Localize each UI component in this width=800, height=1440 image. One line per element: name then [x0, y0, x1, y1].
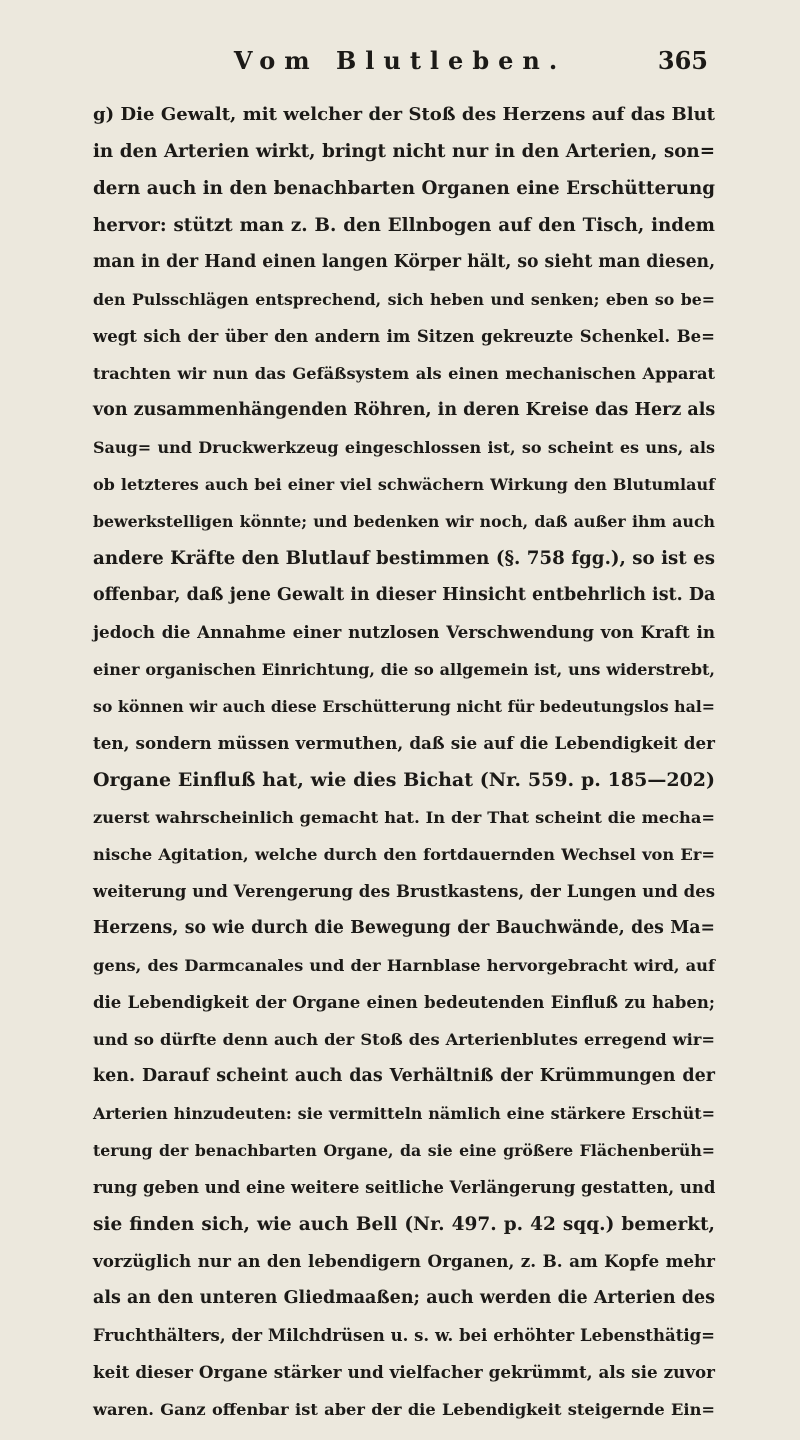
text-line: nische Agitation, welche durch den fortdauernden Wechsel von Er= [93, 845, 715, 864]
text-line: rung geben und eine weitere seitliche Verlängerung gestatten, und [93, 1178, 716, 1197]
text-line: den Pulsschlägen entsprechend, sich heben und senken; eben so be= [93, 290, 715, 309]
body-text [93, 96, 715, 1428]
text-line: Herzens, so wie durch die Bewegung der Bauchwände, des Ma= [93, 918, 715, 938]
text-line: dern auch in den benachbarten Organen eine Erschütterung [93, 178, 715, 199]
text-line: Saug= und Druckwerkzeug eingeschlossen ist, so scheint es uns, als [93, 438, 715, 457]
text-line: waren. Ganz offenbar ist aber der die Lebendigkeit steigernde Ein= [93, 1400, 715, 1419]
text-line: in den Arterien wirkt, bringt nicht nur in den Arterien, son= [93, 141, 715, 162]
text-line: einer organischen Einrichtung, die so allgemein ist, uns widerstrebt, [93, 660, 715, 679]
text-line: ken. Darauf scheint auch das Verhältniß der Krümmungen der [93, 1066, 715, 1086]
text-line: man in der Hand einen langen Körper hält, so sieht man diesen, [93, 252, 716, 272]
text-line: terung der benachbarten Organe, da sie eine größere Flächenberüh= [93, 1141, 715, 1160]
text-line: hervor: stützt man z. B. den Ellnbogen auf den Tisch, indem [93, 215, 715, 236]
text-line: so können wir auch diese Erschütterung nicht für bedeutungslos hal= [93, 697, 715, 716]
text-line: zuerst wahrscheinlich gemacht hat. In der That scheint die mecha= [93, 808, 715, 827]
text-line: die Lebendigkeit der Organe einen bedeutenden Einfluß zu haben; [93, 993, 715, 1012]
text-line: bewerkstelligen könnte; und bedenken wir noch, daß außer ihm auch [93, 512, 715, 531]
page-header [0, 42, 800, 82]
running-title: Vom Blutleben. [233, 46, 567, 75]
text-line: Arterien hinzudeuten: sie vermitteln nämlich eine stärkere Erschüt= [93, 1104, 715, 1123]
text-line: Organe Einfluß hat, wie dies Bichat (Nr. 559. p. 185—202) [93, 769, 715, 791]
text-line: offenbar, daß jene Gewalt in dieser Hinsicht entbehrlich ist. Da [93, 585, 716, 605]
text-line: von zusammenhängenden Röhren, in deren Kreise das Herz als [93, 400, 716, 420]
text-line: und so dürfte denn auch der Stoß des Arterienblutes erregend wir= [93, 1030, 715, 1049]
text-line: trachten wir nun das Gefäßsystem als einen mechanischen Apparat [93, 364, 715, 383]
text-line: keit dieser Organe stärker und vielfacher gekrümmt, als sie zuvor [93, 1362, 715, 1382]
text-line: g) Die Gewalt, mit welcher der Stoß des Herzens auf das Blut [93, 104, 715, 125]
text-line: jedoch die Annahme einer nutzlosen Verschwendung von Kraft in [93, 622, 715, 642]
text-line: ten, sondern müssen vermuthen, daß sie auf die Lebendigkeit der [93, 733, 715, 753]
text-line: andere Kräfte den Blutlauf bestimmen (§. 758 fgg.), so ist es [93, 548, 715, 569]
text-line: sie finden sich, wie auch Bell (Nr. 497. p. 42 sqq.) bemerkt, [93, 1214, 715, 1235]
text-line: als an den unteren Gliedmaaßen; auch werden die Arterien des [93, 1288, 715, 1308]
page-number: 365 [657, 46, 708, 75]
text-line: Fruchthälters, der Milchdrüsen u. s. w. bei erhöhter Lebensthätig= [93, 1326, 715, 1345]
text-line: weiterung und Verengerung des Brustkastens, der Lungen und des [93, 882, 715, 901]
text-line: ob letzteres auch bei einer viel schwächern Wirkung den Blutumlauf [93, 475, 715, 494]
text-line: vorzüglich nur an den lebendigern Organen, z. B. am Kopfe mehr [93, 1251, 715, 1271]
text-line: gens, des Darmcanales und der Harnblase hervorgebracht wird, auf [93, 956, 715, 975]
text-line: wegt sich der über den andern im Sitzen gekreuzte Schenkel. Be= [93, 327, 715, 346]
